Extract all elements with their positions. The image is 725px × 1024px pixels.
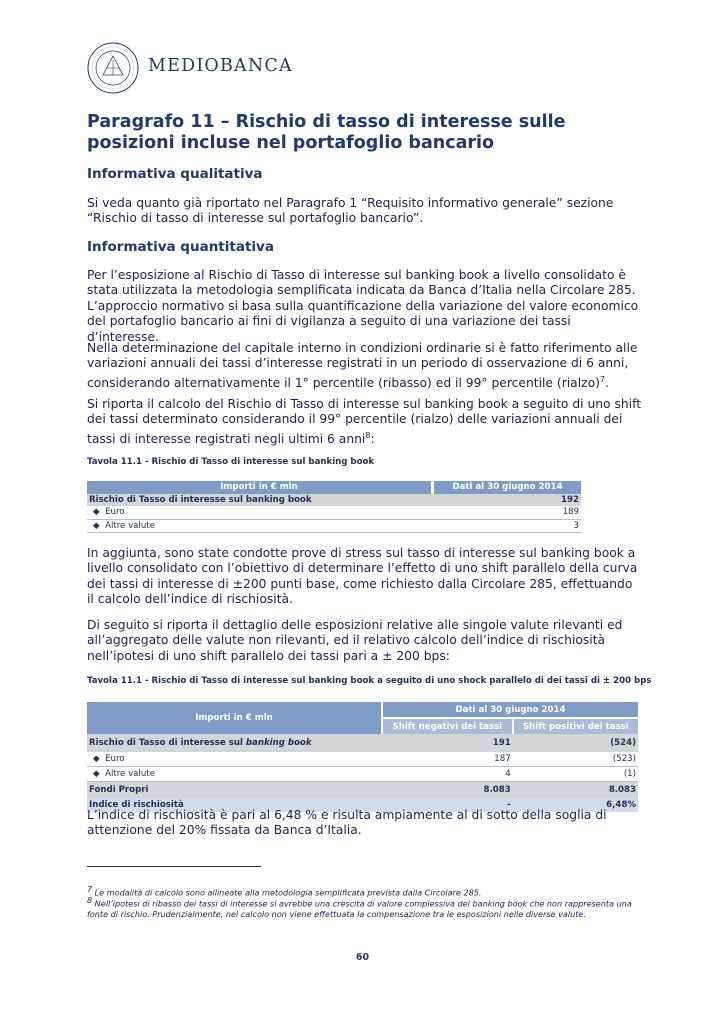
table-interest-rate-risk — [87, 481, 581, 533]
mediobanca-seal-logo — [87, 42, 139, 94]
diamond-bullet-icon: ◆ — [93, 520, 100, 531]
table-row: Indice di rischiosità - 6,48% — [89, 799, 636, 810]
table1-col-date: Dati al 30 giugno 2014 — [433, 481, 582, 494]
footnote-8: $^8$ Nell’ipotesi di ribasso dei tassi di interesse si avrebbe una crescita di valore complessiva del banking book che non rappresenta una fonte di rischio. Prudenzialmente, nel calcolo non viene effettuata la compensazione tra le esposizioni nelle diverse valute. — [87, 896, 632, 920]
table2-col-neg: Shift negativi dei tassi — [382, 718, 513, 734]
footnote-ref-7[interactable]: 7 — [599, 374, 605, 384]
paragraph-stress-test: In aggiunta, sono state condotte prove di stress sul tasso di interesse sul banking book a livello consolidato con l’obiettivo di determinare l’effetto di uno shift parallelo della curva dei tassi di interesse di ±200 punti base, come richiesto dalla Circolare 285, effettuando il calcolo dell’indice di rischiosità. — [87, 546, 638, 607]
table-row: ◆ Altre valute 3 — [87, 519, 581, 533]
paragraph-conclusion: L’indice di rischiosità è pari al 6,48 % e risulta ampiamente al di sotto della soglia di attenzione del 20% fissata da Banca d’Italia. — [87, 808, 607, 838]
diamond-bullet-icon: ◆ — [93, 769, 100, 779]
qualitative-heading: Informativa qualitativa — [87, 166, 263, 182]
table-row: ◆ Altre valute 4 (1) — [87, 767, 638, 782]
table-row: Rischio di Tasso di interesse sul banking book 192 — [89, 494, 579, 505]
paragraph-capital: Nella determinazione del capitale interno in condizioni ordinarie si è fatto riferimento alle variazioni annuali dei tassi d’interesse registrati in un periodo di osservazione di 6 anni, considerando alternativamente il 1° percentile (ribasso) ed il 99° percentile (rialzo)$^7$. — [87, 341, 638, 390]
table1-col-amounts: Importi in € mln — [87, 481, 433, 494]
table-row: Rischio di Tasso di interesse sul banking book 191 (524) — [87, 734, 638, 752]
brand-name: MEDIOBANCA — [148, 56, 293, 76]
table2-caption: Tavola 11.1 - Rischio di Tasso di interesse sul banking book a seguito di uno shock parallelo di dei tassi di ± 200 bps — [87, 676, 652, 686]
table2-col-group: Dati al 30 giugno 2014 — [382, 702, 638, 718]
page-number: 60 — [355, 952, 370, 963]
diamond-bullet-icon: ◆ — [93, 507, 100, 518]
paragraph-methodology: Per l’esposizione al Rischio di Tasso di interesse sul banking book a livello consolidato è stata utilizzata la metodologia semplificata indicata da Banca d’Italia nella Circolare 285. L’approccio normativo si basa sulla quantificazione della variazione del valore economico del portafoglio bancario ai fini di vigilanza a seguito di una variazione dei tassi d’interesse. — [87, 268, 639, 344]
diamond-bullet-icon: ◆ — [93, 754, 100, 764]
table-row: Fondi Propri 8.083 8.083 — [87, 782, 638, 798]
table2-col-amounts: Importi in € mln — [87, 702, 382, 734]
paragraph-shift: Si riporta il calcolo del Rischio di Tasso di interesse sul banking book a seguito di uno shift dei tassi determinato considerando il 99° percentile (rialzo) delle variazioni annuali dei tassi di interesse registrati negli ultimi 6 anni$^8$: — [87, 397, 642, 446]
table2-col-pos: Shift positivi dei tassi — [513, 718, 638, 734]
footnote-7: $^7$ Le modalità di calcolo sono allineate alla metodologia semplificata prevista dalla Circolare 285. — [87, 885, 482, 898]
table1-caption: Tavola 11.1 - Rischio di Tasso di interesse sul banking book — [87, 457, 375, 467]
paragraph-detail: Di seguito si riporta il dettaglio delle esposizioni relative alle singole valute rilevanti ed all’aggregato delle valute non rilevanti, ed il relativo calcolo dell’indice di rischiosità nell’ipotesi di uno shift parallelo dei tassi pari a ± 200 bps: — [87, 618, 623, 663]
page-title: Paragrafo 11 – Rischio di tasso di interesse sulle posizioni incluse nel portafoglio bancario — [87, 112, 566, 153]
quantitative-heading: Informativa quantitativa — [87, 239, 274, 255]
table-row: ◆ Euro 189 — [87, 506, 581, 519]
table-stress-shock — [87, 702, 638, 812]
footnote-ref-8[interactable]: 8 — [365, 430, 371, 440]
table-row: ◆ Euro 187 (523) — [87, 752, 638, 767]
footnote-divider — [87, 866, 261, 867]
qualitative-text: Si veda quanto già riportato nel Paragrafo 1 “Requisito informativo generale” sezione “Rischio di tasso di interesse sul portafoglio bancario”. — [87, 196, 614, 226]
